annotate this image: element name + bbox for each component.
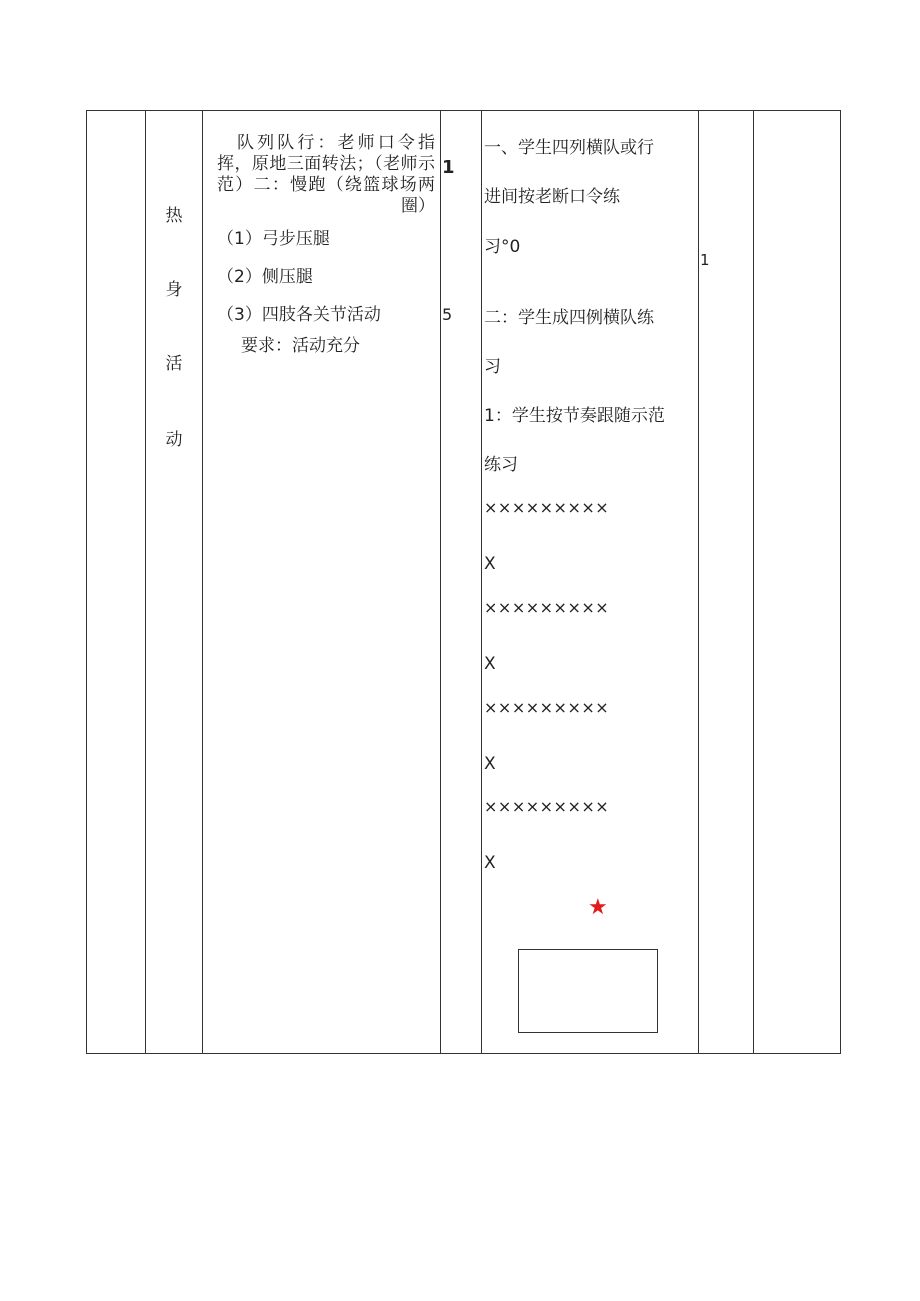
formation-row: ××××××××× bbox=[484, 797, 610, 816]
org-line: 1：学生按节奏跟随示范 bbox=[484, 406, 665, 426]
section-char: 热 bbox=[165, 206, 183, 226]
formation-row: ××××××××× bbox=[484, 698, 610, 717]
table-row bbox=[87, 111, 841, 1054]
formation-marker: X bbox=[484, 554, 496, 574]
content-item: （2）侧压腿 bbox=[217, 267, 313, 287]
lesson-plan-table bbox=[86, 110, 841, 1054]
teacher-star-icon: ★ bbox=[588, 895, 608, 920]
count-cell bbox=[441, 111, 482, 1054]
section-char: 动 bbox=[165, 430, 183, 450]
content-requirement: 要求：活动充分 bbox=[241, 336, 360, 356]
content-cell bbox=[203, 111, 441, 1054]
section-char: 身 bbox=[165, 280, 183, 300]
time-value: 1 bbox=[700, 251, 710, 269]
court-box bbox=[518, 949, 658, 1033]
org-line: 练习 bbox=[484, 455, 518, 475]
content-block bbox=[217, 133, 435, 357]
content-item: （1）弓步压腿 bbox=[217, 229, 330, 249]
formation-marker: X bbox=[484, 853, 496, 873]
section-cell bbox=[146, 111, 203, 1054]
formation-marker: X bbox=[484, 754, 496, 774]
formation-row: ××××××××× bbox=[484, 598, 610, 617]
formation-marker: X bbox=[484, 654, 496, 674]
org-line: 一、学生四列横队或行 bbox=[484, 138, 654, 158]
section-char: 活 bbox=[165, 354, 183, 374]
org-line: 习 bbox=[484, 357, 501, 377]
count-top: 1 bbox=[442, 157, 455, 178]
blank-cell-right bbox=[754, 111, 841, 1054]
blank-cell-left bbox=[87, 111, 146, 1054]
org-line: 二：学生成四例横队练 bbox=[484, 308, 654, 328]
count-bottom: 5 bbox=[442, 305, 453, 324]
formation-row: ××××××××× bbox=[484, 498, 610, 517]
content-intro: 队列队行：老师口令指挥，原地三面转法；（老师示范）二：慢跑（绕篮球场两圈） bbox=[217, 133, 435, 216]
org-line: 进间按老断口令练 bbox=[484, 187, 620, 207]
content-item: （3）四肢各关节活动 bbox=[217, 305, 381, 325]
time-cell bbox=[699, 111, 754, 1054]
organization-cell bbox=[482, 111, 699, 1054]
org-line: 习°0 bbox=[484, 237, 521, 257]
